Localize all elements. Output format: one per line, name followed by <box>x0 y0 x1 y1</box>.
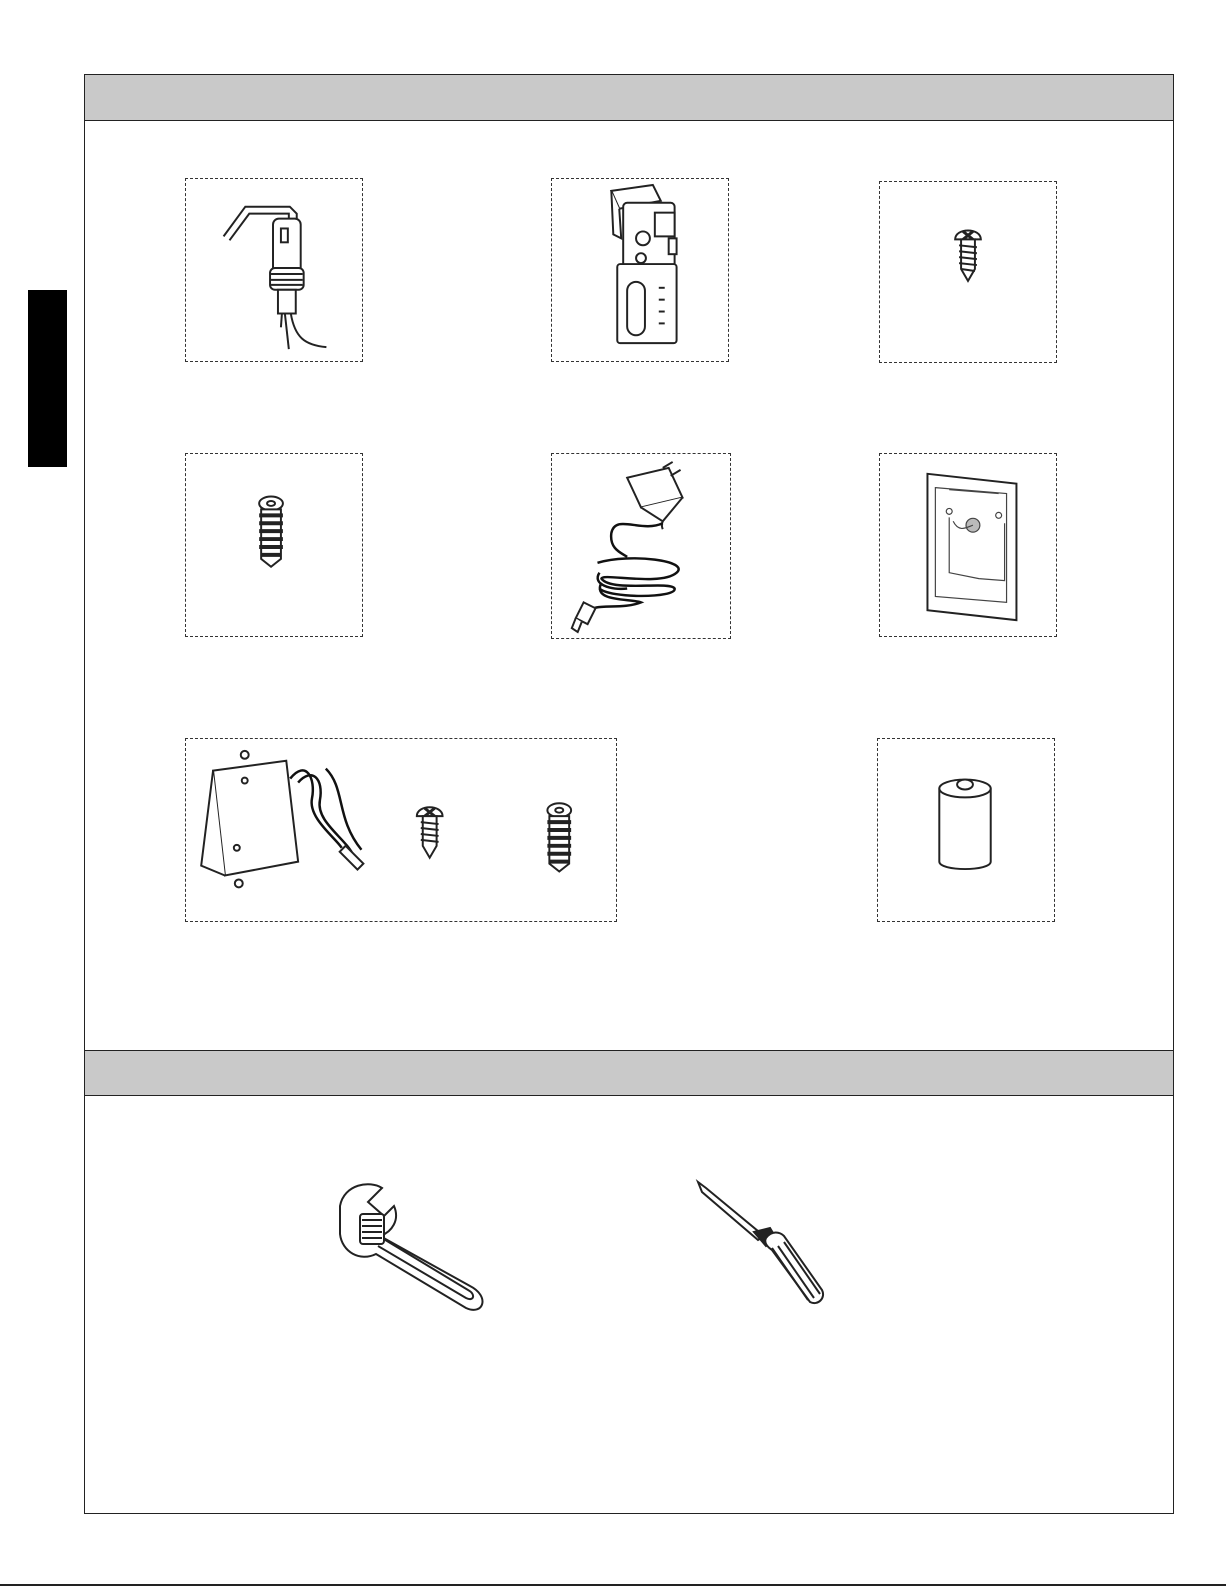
wall-anchor-icon <box>186 454 362 636</box>
section-header-tools <box>85 1050 1173 1096</box>
soap-spout-icon <box>186 179 362 361</box>
part-template <box>879 453 1057 637</box>
screw-icon <box>880 182 1056 362</box>
battery-icon <box>878 739 1054 921</box>
footer-rule <box>0 1584 1226 1586</box>
ac-adapter-icon <box>552 454 730 638</box>
pump-unit-icon <box>552 179 728 361</box>
part-screw <box>879 181 1057 363</box>
mounting-template-icon <box>880 454 1056 636</box>
section-header-parts <box>85 75 1173 121</box>
phillips-screwdriver-icon <box>692 1176 832 1316</box>
battery-box-kit-icon <box>186 739 616 921</box>
tool-wrench <box>330 1176 496 1316</box>
part-pump <box>551 178 729 362</box>
part-spout <box>185 178 363 362</box>
part-battery <box>877 738 1055 922</box>
tool-screwdriver <box>692 1176 832 1316</box>
part-adapter <box>551 453 731 639</box>
side-tab <box>28 290 67 467</box>
adjustable-wrench-icon <box>330 1176 496 1316</box>
part-battery-box-kit <box>185 738 617 922</box>
part-anchor <box>185 453 363 637</box>
